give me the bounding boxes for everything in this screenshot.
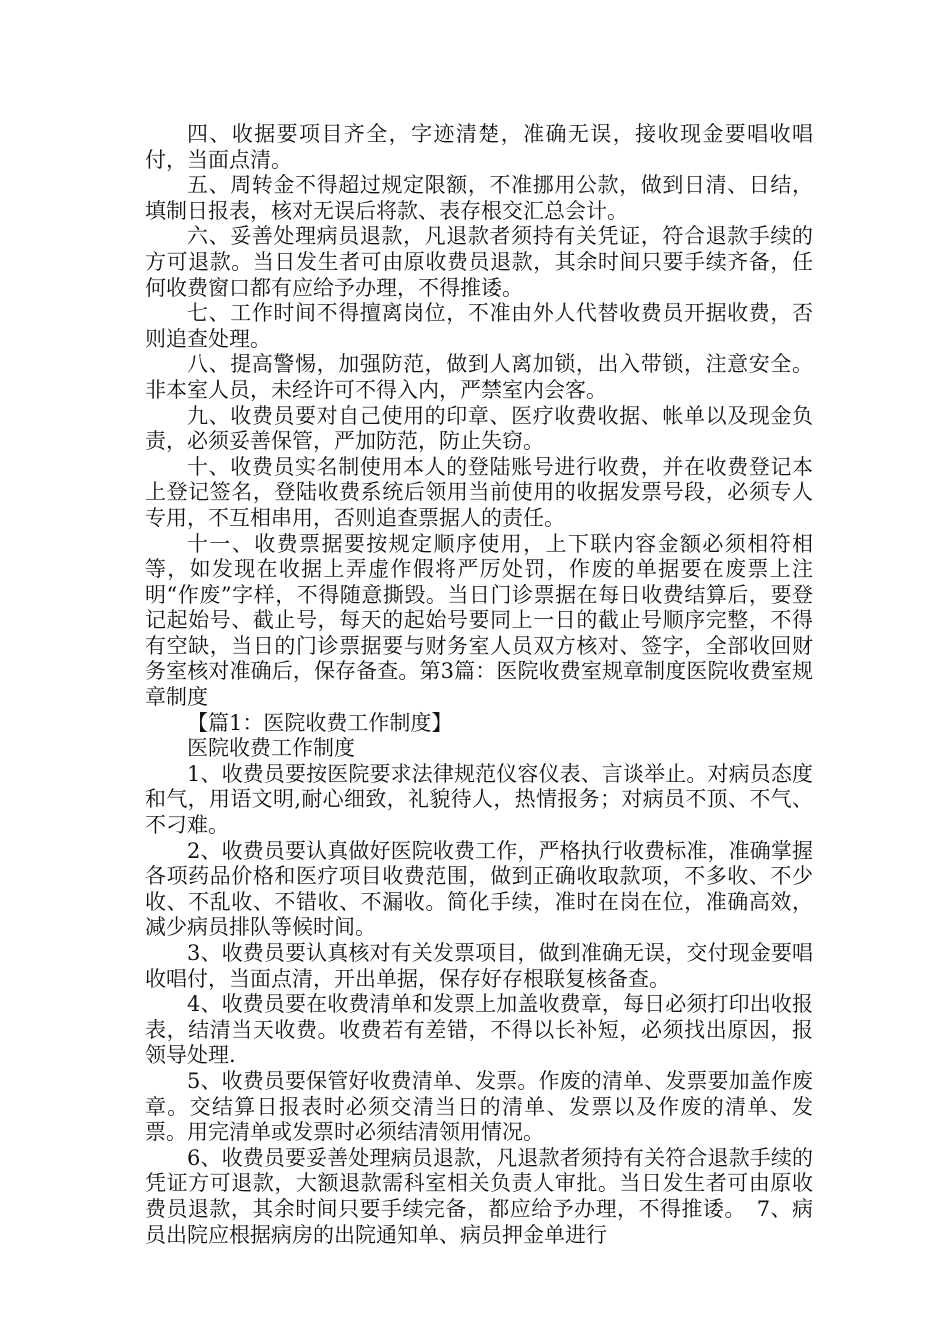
document-body xyxy=(145,122,813,1248)
paragraph-9: 九、收费员要对自己使用的印章、医疗收费收据、帐单以及现金负责，必须妥善保管，严加防范，防止失窃。 xyxy=(145,403,813,454)
paragraph-6: 六、妥善处理病员退款，凡退款者须持有关凭证，符合退款手续的方可退款。当日发生者可由原收费员退款，其余时间只要手续齐备，任何收费窗口都有应给予办理，不得推诿。 xyxy=(145,224,813,300)
rule-item-6: 6、收费员要妥善处理病员退款，凡退款者须持有关符合退款手续的凭证方可退款，大额退款需科室相关负责人审批。当日发生者可由原收费员退款，其余时间只要手续完备，都应给予办理，不得推诿。 7、病员出院应根据病房的出院通知单、病员押金单进行 xyxy=(145,1145,813,1247)
paragraph-4: 四、收据要项目齐全，字迹清楚，准确无误，接收现金要唱收唱付，当面点清。 xyxy=(145,122,813,172)
section-heading: 【篇1：医院收费工作制度】 xyxy=(187,710,453,735)
rule-item-1: 1、收费员要按医院要求法律规范仪容仪表、言谈举止。对病员态度和气，用语文明,耐心细致，礼貌待人，热情报务；对病员不顶、不气、不刁难。 xyxy=(145,761,813,838)
paragraph-8: 八、提高警惕，加强防范，做到人离加锁，出入带锁，注意安全。非本室人员，未经许可不得入内，严禁室内会客。 xyxy=(145,352,813,402)
paragraph-5: 五、周转金不得超过规定限额，不准挪用公款，做到日清、日结，填制日报表，核对无误后将款、表存根交汇总会计。 xyxy=(145,173,813,223)
section-subheading: 医院收费工作制度 xyxy=(187,736,355,761)
rule-item-2: 2、收费员要认真做好医院收费工作，严格执行收费标准，准确掌握各项药品价格和医疗项目收费范围，做到正确收取款项，不多收、不少收、不乱收、不错收、不漏收。简化手续，准时在岗在位，准确高效，减少病员排队等候时间。 xyxy=(145,838,813,940)
paragraph-11: 十一、收费票据要按规定顺序使用，上下联内容金额必须相符相等，如发现在收据上弄虚作假将严厉处罚，作废的单据要在废票上注明“作废”字样，不得随意撕毁。当日门诊票据在每日收费结算后，要登记起始号、截止号，每天的起始号要同上一日的截止号顺序完整，不得有空缺，当日的门诊票据要与财务室人员双方核对、签字，全部收回财务室核对准确后，保存备查。第3篇：医院收费室规章制度医院收费室规章制度 xyxy=(145,531,813,710)
rule-item-5: 5、收费员要保管好收费清单、发票。作废的清单、发票要加盖作废章。交结算日报表时必须交清当日的清单、发票以及作废的清单、发票。用完清单或发票时必须结清领用情况。 xyxy=(145,1068,813,1145)
paragraph-7: 七、工作时间不得擅离岗位，不准由外人代替收费员开据收费，否则追查处理。 xyxy=(145,301,813,351)
paragraph-10: 十、收费员实名制使用本人的登陆账号进行收费，并在收费登记本上登记签名，登陆收费系统后领用当前使用的收据发票号段，必须专人专用，不互相串用，否则追查票据人的责任。 xyxy=(145,454,813,530)
rule-item-3: 3、收费员要认真核对有关发票项目，做到准确无误，交付现金要唱收唱付，当面点清，开出单据，保存好存根联复核备查。 xyxy=(145,941,813,991)
rule-item-4: 4、收费员要在收费清单和发票上加盖收费章，每日必须打印出收报表，结清当天收费。收费若有差错，不得以长补短，必须找出原因，报领导处理. xyxy=(145,992,813,1068)
